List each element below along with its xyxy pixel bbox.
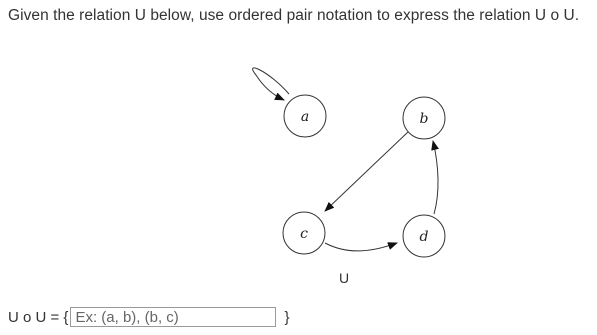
node-a-label: a <box>300 109 310 125</box>
edge-d-b <box>433 141 438 214</box>
answer-input[interactable] <box>70 307 276 327</box>
node-c-label: c <box>300 226 308 242</box>
node-c <box>283 212 325 254</box>
answer-suffix: } <box>284 308 290 326</box>
node-a <box>284 95 326 137</box>
node-b-label: b <box>419 111 429 127</box>
answer-row <box>8 305 289 329</box>
answer-prefix: U o U = { <box>8 308 69 326</box>
node-d <box>403 215 445 257</box>
diagram-caption: U <box>338 270 350 286</box>
node-b <box>403 97 445 139</box>
question-text: Given the relation U below, use ordered pair notation to express the relation U o U. <box>8 7 580 24</box>
edge-b-c <box>325 131 409 211</box>
node-d-label: d <box>419 229 429 245</box>
edge-c-d <box>325 243 397 251</box>
edge-a-a <box>253 68 289 100</box>
